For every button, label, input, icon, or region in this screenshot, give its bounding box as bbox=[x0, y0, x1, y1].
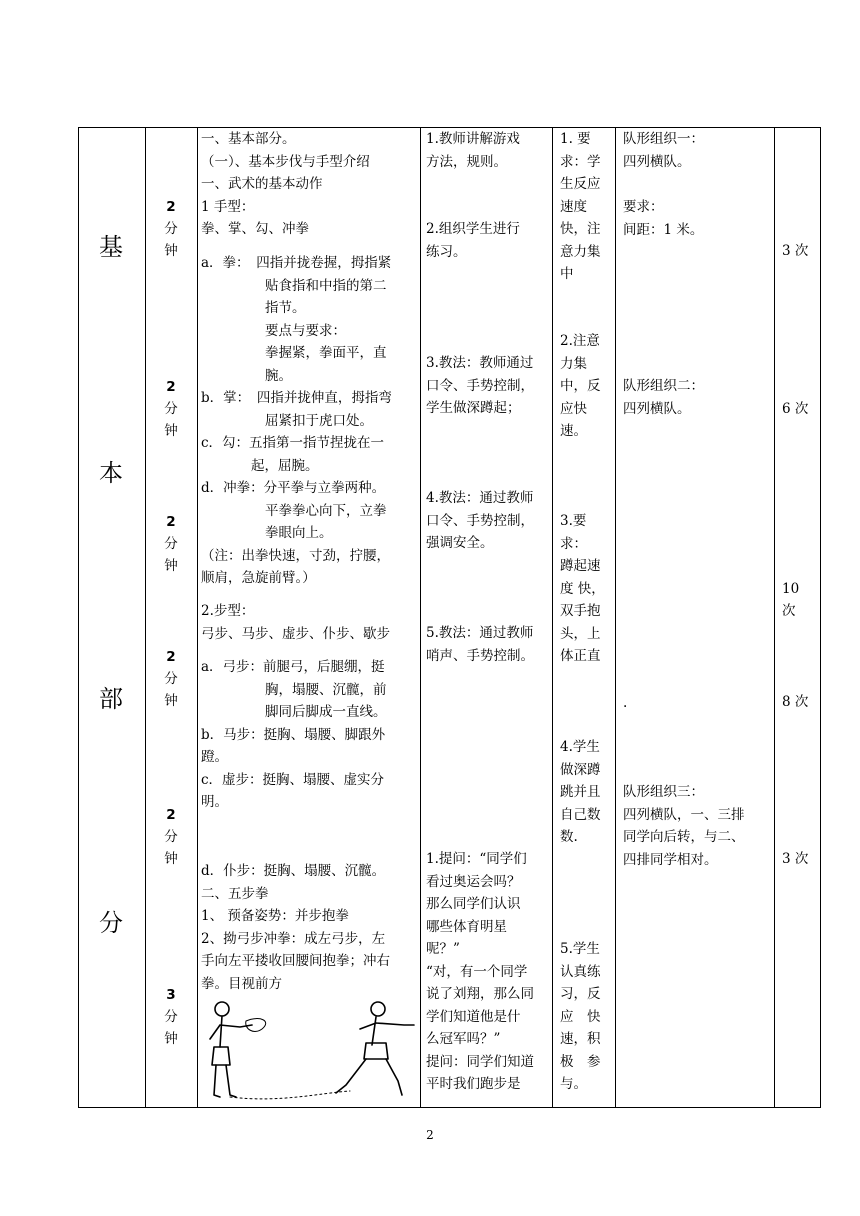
repetition-count: 3 次 bbox=[782, 851, 809, 867]
content-line: 一、武术的基本动作 bbox=[201, 176, 323, 192]
duration: 2 分 钟 bbox=[164, 379, 178, 439]
teacher-column bbox=[426, 128, 550, 173]
table-divider bbox=[552, 127, 553, 1108]
duration: 2 分 钟 bbox=[164, 199, 178, 259]
content-line: 明。 bbox=[201, 794, 228, 810]
content-line: 一、基本部分。 bbox=[201, 131, 296, 147]
content-line: 指节。 bbox=[265, 300, 306, 316]
content-line: b．掌： 四指并拢伸直，拇指弯 bbox=[201, 390, 392, 406]
teacher-line: 么冠军吗？” bbox=[426, 1031, 501, 1047]
section-title-char: 部 bbox=[99, 685, 123, 713]
repetition-count: 6 次 bbox=[782, 401, 809, 417]
duration: 2 分 钟 bbox=[164, 807, 178, 867]
content-line: （注：出拳快速，寸劲，拧腰， bbox=[201, 547, 390, 564]
content-line: 平拳拳心向下，立拳 bbox=[265, 502, 387, 519]
teacher-line: 呢？” bbox=[426, 941, 460, 957]
content-line: 要点与要求： bbox=[265, 322, 346, 339]
content-line: c．勾：五指第一指节捏拢在一 bbox=[201, 435, 385, 451]
content-line: 屈紧扣于虎口处。 bbox=[265, 412, 373, 429]
content-line: 腕。 bbox=[265, 367, 292, 384]
duration: 2 分 钟 bbox=[164, 649, 178, 709]
content-line: a．弓步：前腿弓，后腿绷，挺 bbox=[201, 659, 385, 675]
teacher-line: 强调安全。 bbox=[426, 535, 494, 551]
content-line: 2、拗弓步冲拳：成左弓步，左 bbox=[201, 930, 386, 947]
teacher-line: 4.教法：通过教师 bbox=[426, 490, 534, 506]
teacher-line: 那么同学们认识 bbox=[426, 896, 521, 912]
content-column bbox=[201, 600, 417, 645]
table-divider bbox=[615, 127, 616, 1108]
teacher-line: 看过奥运会吗？ bbox=[426, 873, 521, 890]
teacher-line: 哨声、手势控制。 bbox=[426, 647, 534, 664]
content-line: 拳、掌、勾、冲拳 bbox=[201, 221, 309, 237]
teacher-line: 1.提问：“同学们 bbox=[426, 851, 527, 867]
teacher-line: 口令、手势控制， bbox=[426, 512, 534, 529]
table-divider bbox=[145, 127, 146, 1108]
teacher-column bbox=[426, 352, 550, 420]
content-line: 胸，塌腰、沉髋，前 bbox=[265, 681, 387, 698]
content-column bbox=[201, 128, 417, 241]
duration: 2 分 钟 bbox=[164, 514, 178, 574]
table-divider bbox=[197, 127, 198, 1108]
teacher-line: 方法，规则。 bbox=[426, 153, 507, 170]
content-line: 蹬。 bbox=[201, 749, 228, 765]
teacher-column bbox=[426, 848, 550, 1096]
content-line: 1、 预备姿势：并步抱拳 bbox=[201, 908, 349, 924]
content-column bbox=[201, 656, 417, 814]
duration: 3 分 钟 bbox=[164, 987, 178, 1047]
content-line: 拳眼向上。 bbox=[265, 525, 333, 541]
student-column: 2.注意 力集 中，反 应快 速。 bbox=[560, 333, 601, 439]
teacher-line: 1.教师讲解游戏 bbox=[426, 131, 520, 147]
wushu-pose-illustration bbox=[200, 995, 418, 1103]
repetition-count: 3 次 bbox=[782, 243, 809, 259]
content-line: 起，屈腕。 bbox=[251, 457, 319, 474]
content-line: 脚同后脚成一直线。 bbox=[265, 704, 387, 720]
teacher-line: 提问：同学们知道 bbox=[426, 1053, 534, 1070]
teacher-line: 平时我们跑步是 bbox=[426, 1076, 521, 1092]
teacher-line: 口令、手势控制， bbox=[426, 377, 534, 394]
content-line: 2.步型： bbox=[201, 603, 255, 619]
content-line: 贴食指和中指的第二 bbox=[265, 277, 387, 294]
teacher-line: 学生做深蹲起； bbox=[426, 400, 521, 416]
content-line: 手向左平搂收回腰间抱拳；冲右 bbox=[201, 953, 390, 969]
organization-column: 要求： 间距：1 米。 bbox=[623, 199, 704, 238]
teacher-line: 2.组织学生进行 bbox=[426, 221, 520, 237]
student-column: 3.要 求： 蹲起速 度 快， 双手抱 头，上 体正直 bbox=[560, 513, 605, 664]
teacher-line: “对，有一个同学 bbox=[426, 963, 528, 980]
organization-column: 队形组织三： 四列横队，一、三排 同学向后转，与二、 四排同学相对。 bbox=[623, 784, 745, 868]
repetition-count: 10 bbox=[782, 581, 800, 597]
page-number: 2 bbox=[426, 1128, 434, 1142]
organization-column: 队形组织一： 四列横队。 bbox=[623, 131, 704, 170]
teacher-line: 3.教法：教师通过 bbox=[426, 355, 534, 371]
content-line: 1 手型： bbox=[201, 198, 255, 215]
table-divider bbox=[420, 127, 421, 1108]
repetition-count: 8 次 bbox=[782, 694, 809, 710]
teacher-column bbox=[426, 218, 550, 263]
teacher-line: 说了刘翔，那么同 bbox=[426, 986, 534, 1002]
section-title-char: 本 bbox=[99, 459, 123, 487]
student-column: 4.学生 做深蹲 跳并且 自己数 数. bbox=[560, 739, 601, 845]
content-line: a．拳： 四指并拢卷握，拇指紧 bbox=[201, 255, 392, 271]
teacher-line: 练习。 bbox=[426, 243, 467, 260]
teacher-line: 5.教法：通过教师 bbox=[426, 625, 534, 641]
content-line: 顺肩，急旋前臂。） bbox=[201, 570, 316, 586]
teacher-line: 学们知道他是什 bbox=[426, 1008, 521, 1025]
content-line: b．马步：挺胸、塌腰、脚跟外 bbox=[201, 726, 386, 743]
content-line: d．仆步：挺胸、塌腰、沉髋。 bbox=[201, 863, 386, 879]
content-line: 拳。目视前方 bbox=[201, 975, 282, 992]
content-line: 拳握紧，拳面平，直 bbox=[265, 345, 387, 361]
repetition-count: 次 bbox=[782, 603, 796, 619]
content-line: 二、五步拳 bbox=[201, 885, 269, 902]
content-line: c．虚步：挺胸、塌腰、虚实分 bbox=[201, 771, 385, 788]
content-line: （一）、基本步伐与手型介绍 bbox=[201, 153, 370, 170]
content-line: d．冲拳：分平拳与立拳两种。 bbox=[201, 480, 386, 496]
content-column bbox=[201, 860, 417, 995]
teacher-line: 哪些体育明星 bbox=[426, 918, 507, 935]
content-column bbox=[201, 252, 417, 590]
section-title-char: 分 bbox=[99, 909, 123, 937]
organization-column: 队形组织二： 四列横队。 bbox=[623, 378, 704, 417]
student-column: 1. 要 求：学 生反应 速度 快，注 意力集 中 bbox=[560, 131, 601, 282]
student-column: 5.学生 认真练 习，反 应 快 速，积 极 参 与。 bbox=[560, 941, 601, 1092]
section-title-char: 基 bbox=[99, 233, 123, 261]
organization-column: . bbox=[623, 695, 628, 711]
teacher-column bbox=[426, 487, 550, 555]
teacher-column bbox=[426, 622, 550, 667]
content-line: 弓步、马步、虚步、仆步、歇步 bbox=[201, 625, 390, 642]
